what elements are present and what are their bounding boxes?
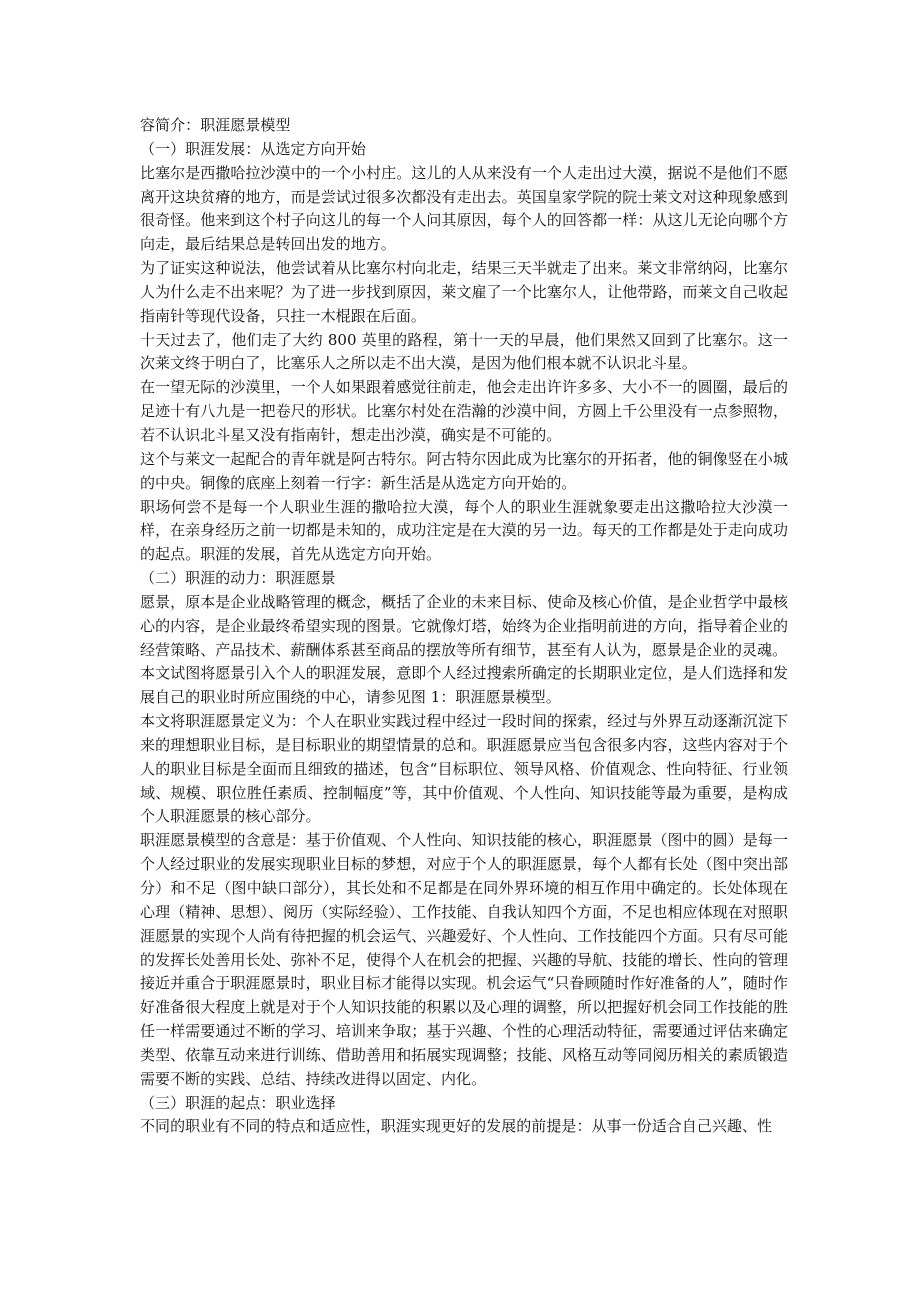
section-heading-3: （三）职涯的起点：职业选择	[140, 1093, 336, 1112]
document-body	[140, 114, 788, 1139]
document-title: 容简介：职涯愿景模型	[140, 116, 291, 134]
paragraph: 十天过去了，他们走了大约 800 英里的路程，第十一天的早晨，他们果然又回到了比塞尔。这一次莱文终于明白了，比塞乐人之所以走不出大漠，是因为他们根本就不认识北斗星。	[140, 330, 788, 373]
paragraph: 不同的职业有不同的特点和适应性，职涯实现更好的发展的前提是：从事一份适合自己兴趣、性	[140, 1117, 773, 1136]
paragraph: 本文试图将愿景引入个人的职涯发展，意即个人经过搜索所确定的长期职业定位，是人们选择和发展自己的职业时所应围绕的中心，请参见图 1：职涯愿景模型。	[140, 664, 788, 707]
paragraph: 为了证实这种说法，他尝试着从比塞尔村向北走，结果三天半就走了出来。莱文非常纳闷，比塞尔人为什么走不出来呢？为了进一步找到原因，莱文雇了一个比塞尔人，让他带路，而莱文自己收起指南针等现代设备，只拄一木棍跟在后面。	[140, 259, 788, 325]
paragraph: 在一望无际的沙漠里，一个人如果跟着感觉往前走，他会走出许许多多、大小不一的圆圈，最后的足迹十有八九是一把卷尺的形状。比塞尔村处在浩瀚的沙漠中间，方圆上千公里没有一点参照物，若不认识北斗星又没有指南针，想走出沙漠，确实是不可能的。	[140, 378, 788, 444]
paragraph: 这个与莱文一起配合的青年就是阿古特尔。阿古特尔因此成为比塞尔的开拓者，他的铜像竖在小城的中央。铜像的底座上刻着一行字：新生活是从选定方向开始的。	[140, 449, 788, 492]
paragraph: 愿景，原本是企业战略管理的概念，概括了企业的未来目标、使命及核心价值，是企业哲学中最核心的内容，是企业最终希望实现的图景。它就像灯塔，始终为企业指明前进的方向，指导着企业的经营策略、产品技术、薪酬体系甚至商品的摆放等所有细节，甚至有人认为，愿景是企业的灵魂。	[140, 592, 788, 659]
paragraph: 职场何尝不是每一个人职业生涯的撒哈拉大漠，每个人的职业生涯就象要走出这撒哈拉大沙漠一样，在亲身经历之前一切都是未知的，成功注定是在大漠的另一边。每天的工作都是处于走向成功的起点。职涯的发展，首先从选定方向开始。	[140, 497, 788, 564]
paragraph: 本文将职涯愿景定义为：个人在职业实践过程中经过一段时间的探索，经过与外界互动逐渐沉淀下来的理想职业目标，是目标职业的期望情景的总和。职涯愿景应当包含很多内容，这些内容对于个人的职业目标是全面而且细致的描述，包含“目标职位、领导风格、价值观念、性向特征、行业领域、规模、职位胜任素质、控制幅度”等，其中价值观、个人性向、知识技能等最为重要，是构成个人职涯愿景的核心部分。	[140, 712, 788, 826]
paragraph: 比塞尔是西撒哈拉沙漠中的一个小村庄。这儿的人从来没有一个人走出过大漠，据说不是他们不愿离开这块贫瘠的地方，而是尝试过很多次都没有走出去。英国皇家学院的院士莱文对这种现象感到很奇怪。他来到这个村子向这儿的每一个人问其原因，每个人的回答都一样：从这儿无论向哪个方向走，最后结果总是转回出发的地方。	[140, 163, 788, 254]
paragraph: 职涯愿景模型的含意是：基于价值观、个人性向、知识技能的核心，职涯愿景（图中的圆）是每一个人经过职业的发展实现职业目标的梦想，对应于个人的职涯愿景，每个人都有长处（图中突出部分）和不足（图中缺口部分），其长处和不足都是在同外界环境的相互作用中确定的。长处体现在心理（精神、思想）、阅历（实际经验）、工作技能、自我认知四个方面，不足也相应体现在对照职涯愿景的实现个人尚有待把握的机会运气、兴趣爱好、个人性向、工作技能四个方面。只有尽可能的发挥长处善用长处、弥补不足，使得个人在机会的把握、兴趣的导航、技能的增长、性向的管理接近并重合于职涯愿景时，职业目标才能得以实现。机会运气“只眷顾随时作好准备的人”，随时作好准备很大程度上就是对于个人知识技能的积累以及心理的调整，所以把握好机会同工作技能的胜任一样需要通过不断的学习、培训来争取；基于兴趣、个性的心理活动特征，需要通过评估来确定类型、依靠互动来进行训练、借助善用和拓展实现调整；技能、风格互动等同阅历相关的素质锻造需要不断的实践、总结、持续改进得以固定、内化。	[140, 831, 788, 1088]
section-heading-1: （一）职涯发展：从选定方向开始	[140, 139, 366, 158]
section-heading-2: （二）职涯的动力：职涯愿景	[140, 569, 336, 588]
